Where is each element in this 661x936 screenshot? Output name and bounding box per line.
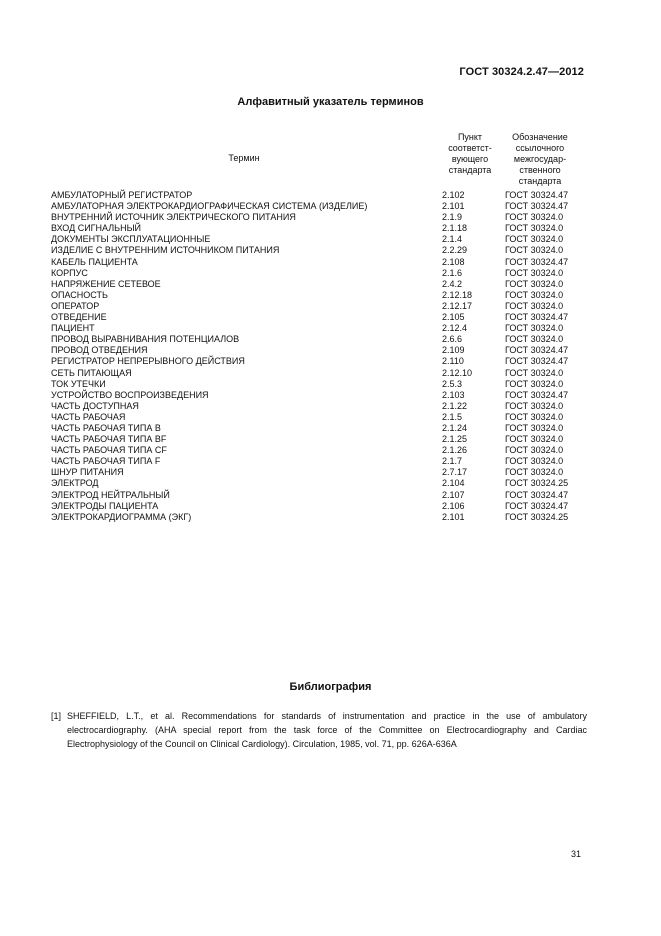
term-cell: ЧАСТЬ РАБОЧАЯ ТИПА CF [51,445,167,456]
index-title: Алфавитный указатель терминов [237,96,424,108]
term-cell: РЕГИСТРАТОР НЕПРЕРЫВНОГО ДЕЙСТВИЯ [51,356,245,367]
clause-cell: 2.110 [442,356,464,367]
clause-cell: 2.106 [442,500,465,511]
table-row [51,268,591,279]
term-cell: ЧАСТЬ РАБОЧАЯ ТИПА F [51,456,161,467]
term-cell: ЧАСТЬ ДОСТУПНАЯ [51,400,139,411]
column-header-clause-line: вующего [451,154,489,164]
clause-cell: 2.103 [442,389,465,400]
column-header-clause [430,132,510,176]
term-cell: ШНУР ПИТАНИЯ [51,467,124,478]
bibliography-entry-text: SHEFFIELD, L.T., et al. Recommendations for standards of instrumentation and practice in the use of ambulatory electrocardiography. (AHA special report from the task force of the Committee on Electrocardiography and Cardiac Electrophysiology of the Council on Clinical Cardiology). Circulation, 1985, vol. 71, pp. 626A-636A [67,711,587,749]
table-row [51,434,591,445]
column-header-reference [500,132,580,187]
clause-cell: 2.1.24 [442,422,468,433]
reference-cell: ГОСТ 30324.0 [505,445,564,456]
column-header-reference-line: стандарта [518,176,562,186]
table-row [51,467,591,478]
document-code: ГОСТ 30324.2.47—2012 [459,66,584,78]
term-cell: ОПАСНОСТЬ [51,289,108,300]
clause-cell: 2.102 [442,190,465,200]
reference-cell: ГОСТ 30324.25 [505,511,569,522]
terms-index-table [51,190,591,523]
reference-cell: ГОСТ 30324.0 [505,212,564,223]
table-row [51,379,591,390]
term-cell: ВХОД СИГНАЛЬНЫЙ [51,223,141,234]
term-cell: ОТВЕДЕНИЕ [51,312,107,323]
reference-cell: ГОСТ 30324.0 [505,245,564,256]
table-row [51,401,591,412]
clause-cell: 2.1.4 [442,234,463,245]
term-cell: ВНУТРЕННИЙ ИСТОЧНИК ЭЛЕКТРИЧЕСКОГО ПИТАНИЯ [51,212,296,223]
term-cell: ЭЛЕКТРОД НЕЙТРАЛЬНЫЙ [51,489,170,500]
column-header-reference-line: межгосудар- [513,154,567,164]
reference-cell: ГОСТ 30324.0 [505,289,564,300]
reference-cell: ГОСТ 30324.0 [505,434,564,445]
reference-cell: ГОСТ 30324.0 [505,467,564,478]
reference-cell: ГОСТ 30324.0 [505,411,564,422]
bibliography-title: Библиография [289,681,372,693]
reference-cell: ГОСТ 30324.25 [505,478,569,489]
table-row [51,201,591,212]
table-row [51,234,591,245]
table-row [51,445,591,456]
reference-cell: ГОСТ 30324.47 [505,312,569,323]
table-row [51,412,591,423]
table-row [51,334,591,345]
table-row [51,368,591,379]
clause-cell: 2.101 [442,511,465,522]
column-header-term [160,153,328,164]
table-row [51,490,591,501]
column-header-clause-line: соответст- [448,143,492,153]
clause-cell: 2.1.22 [442,400,468,411]
reference-cell: ГОСТ 30324.47 [505,190,569,200]
clause-cell: 2.107 [442,489,465,500]
reference-cell: ГОСТ 30324.0 [505,456,564,467]
table-row [51,423,591,434]
page-number: 31 [570,849,581,859]
clause-cell: 2.5.3 [442,378,463,389]
term-cell: ЧАСТЬ РАБОЧАЯ ТИПА BF [51,434,167,445]
term-cell: ЭЛЕКТРОД [51,478,99,489]
table-row [51,356,591,367]
table-row [51,456,591,467]
clause-cell: 2.1.7 [442,456,463,467]
table-row [51,290,591,301]
clause-cell: 2.7.17 [442,467,468,478]
clause-cell: 2.12.18 [442,289,473,300]
reference-cell: ГОСТ 30324.47 [505,356,569,367]
term-cell: ПАЦИЕНТ [51,323,95,334]
reference-cell: ГОСТ 30324.0 [505,400,564,411]
table-row [51,212,591,223]
clause-cell: 2.1.6 [442,267,463,278]
reference-cell: ГОСТ 30324.47 [505,345,569,356]
reference-cell: ГОСТ 30324.47 [505,201,569,212]
column-header-reference-line: ственного [519,165,561,175]
reference-cell: ГОСТ 30324.0 [505,223,564,234]
term-cell: ОПЕРАТОР [51,300,100,311]
table-row [51,190,591,201]
clause-cell: 2.1.18 [442,223,468,234]
table-row [51,312,591,323]
column-header-clause-line: стандарта [448,165,492,175]
reference-cell: ГОСТ 30324.47 [505,500,569,511]
reference-cell: ГОСТ 30324.0 [505,300,564,311]
clause-cell: 2.6.6 [442,334,463,345]
term-cell: ЭЛЕКТРОДЫ ПАЦИЕНТА [51,500,159,511]
term-cell: КОРПУС [51,267,88,278]
table-row [51,223,591,234]
reference-cell: ГОСТ 30324.0 [505,278,564,289]
clause-cell: 2.1.26 [442,445,468,456]
term-cell: АМБУЛАТОРНЫЙ РЕГИСТРАТОР [51,190,193,200]
reference-cell: ГОСТ 30324.0 [505,334,564,345]
term-cell: ДОКУМЕНТЫ ЭКСПЛУАТАЦИОННЫЕ [51,234,211,245]
term-cell: ЧАСТЬ РАБОЧАЯ [51,411,126,422]
term-cell: ИЗДЕЛИЕ С ВНУТРЕННИМ ИСТОЧНИКОМ ПИТАНИЯ [51,245,280,256]
clause-cell: 2.1.5 [442,411,463,422]
reference-cell: ГОСТ 30324.47 [505,389,569,400]
term-cell: АМБУЛАТОРНАЯ ЭЛЕКТРОКАРДИОГРАФИЧЕСКАЯ СИСТЕМА (ИЗДЕЛИЕ) [51,201,368,212]
clause-cell: 2.105 [442,312,465,323]
table-row [51,390,591,401]
clause-cell: 2.109 [442,345,465,356]
term-cell: ПРОВОД ОТВЕДЕНИЯ [51,345,148,356]
reference-cell: ГОСТ 30324.0 [505,267,564,278]
table-row [51,345,591,356]
column-header-clause-line: Пункт [457,132,483,142]
clause-cell: 2.2.29 [442,245,468,256]
reference-cell: ГОСТ 30324.47 [505,489,569,500]
table-row [51,279,591,290]
reference-cell: ГОСТ 30324.0 [505,323,564,334]
clause-cell: 2.1.25 [442,434,468,445]
term-cell: ЧАСТЬ РАБОЧАЯ ТИПА В [51,422,161,433]
term-cell: ТОК УТЕЧКИ [51,378,106,389]
column-header-reference-line: ссылочного [515,143,565,153]
table-row [51,245,591,256]
reference-cell: ГОСТ 30324.0 [505,234,564,245]
table-row [51,512,591,523]
reference-cell: ГОСТ 30324.0 [505,378,564,389]
term-cell: КАБЕЛЬ ПАЦИЕНТА [51,256,138,267]
clause-cell: 2.12.10 [442,367,473,378]
table-row [51,323,591,334]
clause-cell: 2.101 [442,201,465,212]
term-cell: НАПРЯЖЕНИЕ СЕТЕВОЕ [51,278,161,289]
table-row [51,501,591,512]
table-row [51,478,591,489]
reference-cell: ГОСТ 30324.47 [505,256,569,267]
term-cell: УСТРОЙСТВО ВОСПРОИЗВЕДЕНИЯ [51,389,209,400]
table-row [51,301,591,312]
clause-cell: 2.4.2 [442,278,463,289]
clause-cell: 2.12.17 [442,300,473,311]
reference-cell: ГОСТ 30324.0 [505,367,564,378]
table-row [51,257,591,268]
bibliography-entry [51,709,587,751]
reference-cell: ГОСТ 30324.0 [505,422,564,433]
bibliography-entry-number: [1] [51,711,62,721]
column-header-reference-line: Обозначение [512,132,568,142]
term-cell: ПРОВОД ВЫРАВНИВАНИЯ ПОТЕНЦИАЛОВ [51,334,240,345]
clause-cell: 2.12.4 [442,323,468,334]
clause-cell: 2.108 [442,256,465,267]
clause-cell: 2.1.9 [442,212,463,223]
term-cell: СЕТЬ ПИТАЮЩАЯ [51,367,132,378]
clause-cell: 2.104 [442,478,465,489]
column-header-term-line: Термин [228,153,260,163]
term-cell: ЭЛЕКТРОКАРДИОГРАММА (ЭКГ) [51,511,192,522]
